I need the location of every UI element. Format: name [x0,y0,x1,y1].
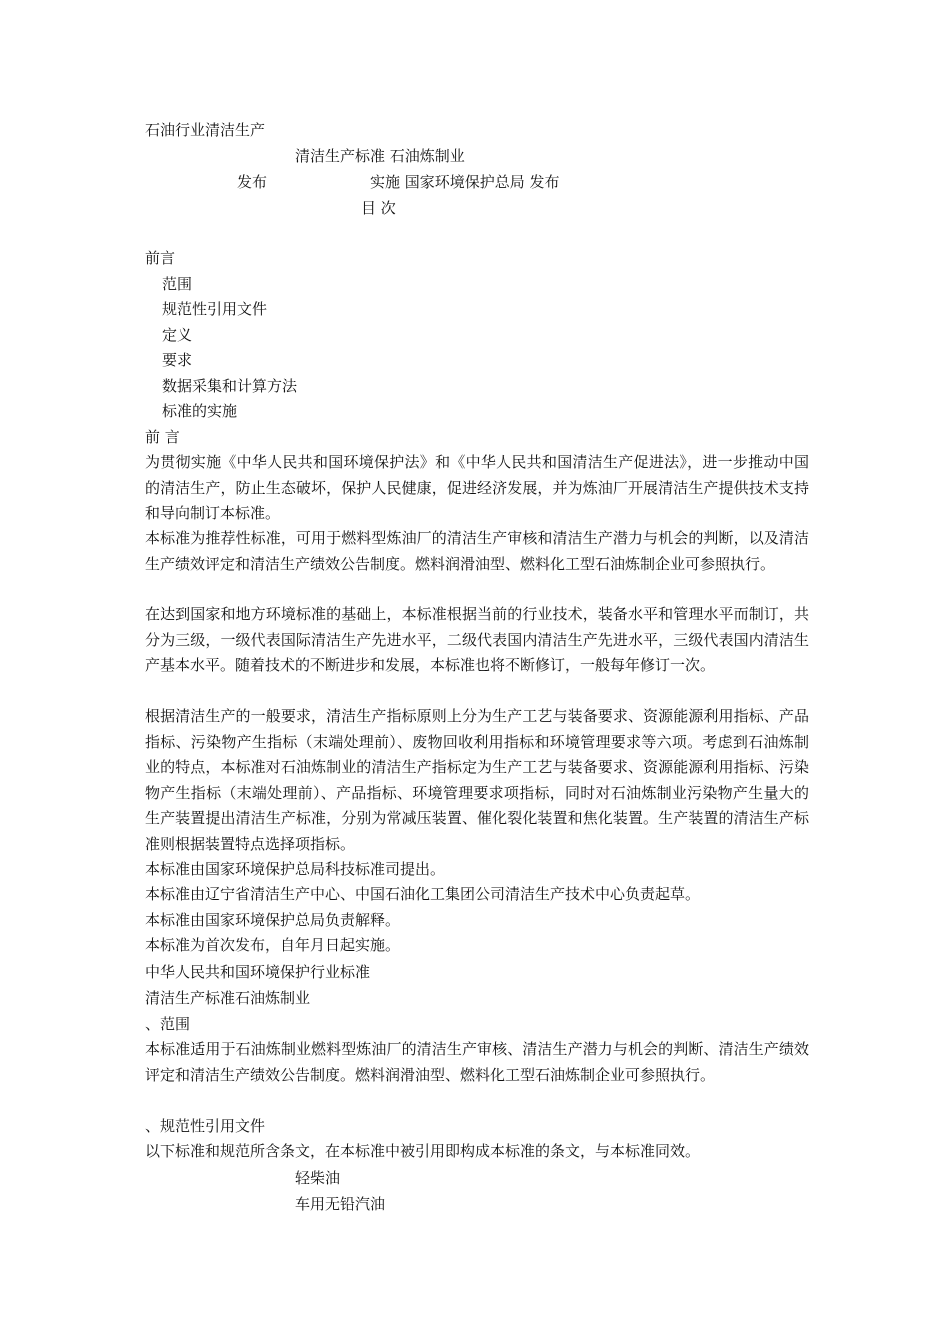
foreword-paragraph: 为贯彻实施《中华人民共和国环境保护法》和《中华人民共和国清洁生产促进法》，进一步推动中国的清洁生产，防止生态破坏，保护人民健康，促进经济发展，并为炼油厂开展清洁生产提供技术支持和导向制订本标准。 [145,453,809,522]
foreword-paragraph: 本标准为首次发布，自年月日起实施。 [145,936,401,954]
section-references-heading: 、规范性引用文件 [145,1117,266,1135]
toc-item-requirements: 要求 [162,351,193,369]
reference-item: 轻柴油 [295,1169,341,1187]
publish-label: 发布 [237,173,268,191]
toc-item-implementation: 标准的实施 [162,402,238,420]
foreword-paragraph: 本标准由辽宁省清洁生产中心、中国石油化工集团公司清洁生产技术中心负责起草。 [145,885,701,903]
section-scope-heading: 、范围 [145,1015,191,1033]
foreword-paragraph: 本标准为推荐性标准，可用于燃料型炼油厂的清洁生产审核和清洁生产潜力与机会的判断，以及清洁生产绩效评定和清洁生产绩效公告制度。燃料润滑油型、燃料化工型石油炼制企业可参照执行。 [145,529,809,573]
standard-title: 清洁生产标准 石油炼制业 [295,147,465,165]
toc-item-definitions: 定义 [162,326,193,344]
toc-item-scope: 范围 [162,275,193,293]
std-title: 清洁生产标准石油炼制业 [145,989,311,1007]
toc-item-data-collection: 数据采集和计算方法 [162,377,298,395]
foreword-paragraph: 本标准由国家环境保护总局负责解释。 [145,911,401,929]
toc-item-references: 规范性引用文件 [162,300,268,318]
foreword-heading: 前 言 [145,428,180,446]
org-title: 中华人民共和国环境保护行业标准 [145,963,371,981]
toc-item-foreword: 前言 [145,249,176,267]
category-title: 石油行业清洁生产 [145,121,266,139]
foreword-paragraph: 在达到国家和地方环境标准的基础上，本标准根据当前的行业技术，装备水平和管理水平而制订，共分为三级，一级代表国际清洁生产先进水平，二级代表国内清洁生产先进水平，三级代表国内清洁生产基本水平。随着技术的不断进步和发展，本标准也将不断修订，一般每年修订一次。 [145,605,809,674]
reference-item: 车用无铅汽油 [295,1195,386,1213]
foreword-paragraph: 本标准由国家环境保护总局科技标准司提出。 [145,860,446,878]
toc-title: 目 次 [361,199,396,217]
foreword-paragraph: 根据清洁生产的一般要求，清洁生产指标原则上分为生产工艺与装备要求、资源能源利用指标、产品指标、污染物产生指标（末端处理前）、废物回收利用指标和环境管理要求等六项。考虑到石油炼制业的特点，本标准对石油炼制业的清洁生产指标定为生产工艺与装备要求、资源能源利用指标、污染物产生指标（末端处理前）、产品指标、环境管理要求项指标，同时对石油炼制业污染物产生量大的生产装置提出清洁生产标准，分别为常减压装置、催化裂化装置和焦化装置。生产装置的清洁生产标准则根据装置特点选择项指标。 [145,707,809,853]
section-scope-text: 本标准适用于石油炼制业燃料型炼油厂的清洁生产审核、清洁生产潜力与机会的判断、清洁生产绩效评定和清洁生产绩效公告制度。燃料润滑油型、燃料化工型石油炼制企业可参照执行。 [145,1040,809,1084]
implement-label: 实施 国家环境保护总局 发布 [370,173,560,191]
section-references-text: 以下标准和规范所含条文，在本标准中被引用即构成本标准的条文，与本标准同效。 [145,1142,701,1160]
